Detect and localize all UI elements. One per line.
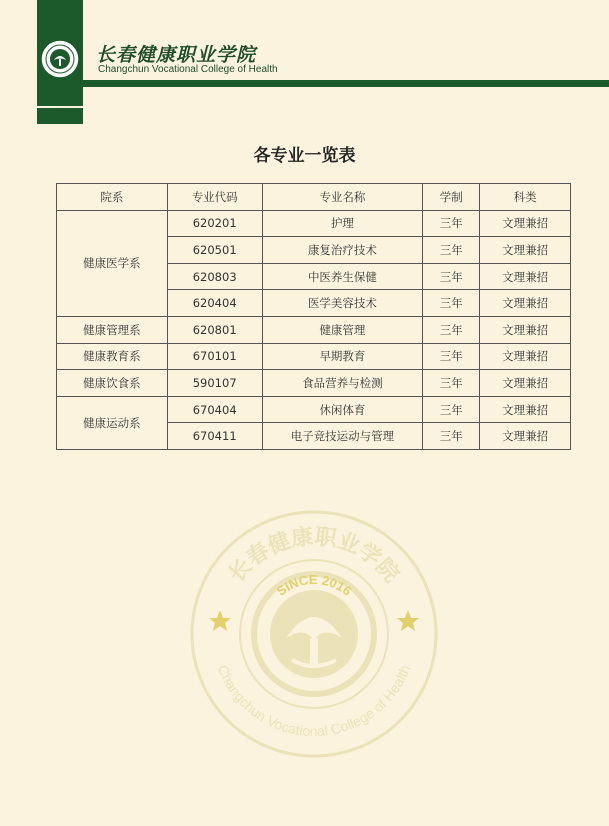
duration-cell: 三年 [423,343,480,370]
duration-cell: 三年 [423,290,480,317]
department-cell: 健康管理系 [57,316,168,343]
duration-cell: 三年 [423,396,480,423]
major-name-cell: 早期教育 [262,343,423,370]
major-name-cell: 护理 [262,210,423,237]
college-name-en: Changchun Vocational College of Health [98,64,278,75]
column-header-category: 科类 [480,184,571,211]
major-name-cell: 休闲体育 [262,396,423,423]
column-header-duration: 学制 [423,184,480,211]
table-row [57,343,571,370]
code-cell: 670101 [167,343,262,370]
department-cell: 健康医学系 [57,210,168,316]
watermark-since-text: SINCE 2016 [273,571,355,599]
code-cell: 620803 [167,263,262,290]
category-cell: 文理兼招 [480,237,571,264]
college-emblem-watermark [190,510,438,758]
department-cell: 健康运动系 [57,396,168,449]
major-name-cell: 健康管理 [262,316,423,343]
table-row [57,210,571,237]
code-cell: 620201 [167,210,262,237]
table-header-row [57,184,571,211]
major-name-cell: 康复治疗技术 [262,237,423,264]
table-row [57,316,571,343]
major-name-cell: 食品营养与检测 [262,370,423,397]
duration-cell: 三年 [423,210,480,237]
duration-cell: 三年 [423,370,480,397]
duration-cell: 三年 [423,316,480,343]
duration-cell: 三年 [423,237,480,264]
category-cell: 文理兼招 [480,370,571,397]
major-name-cell: 中医养生保健 [262,263,423,290]
header-green-block [37,108,83,124]
table-row [57,396,571,423]
department-cell: 健康教育系 [57,343,168,370]
code-cell: 670411 [167,423,262,450]
category-cell: 文理兼招 [480,396,571,423]
college-logo-icon [40,39,80,79]
category-cell: 文理兼招 [480,343,571,370]
column-header-department: 院系 [57,184,168,211]
majors-table [56,183,571,450]
table-row [57,370,571,397]
column-header-code: 专业代码 [167,184,262,211]
code-cell: 590107 [167,370,262,397]
college-name-cn: 长春健康职业学院 [96,44,257,66]
category-cell: 文理兼招 [480,316,571,343]
category-cell: 文理兼招 [480,210,571,237]
code-cell: 620501 [167,237,262,264]
major-name-cell: 电子竞技运动与管理 [262,423,423,450]
watermark-en-text: Changchun Vocational College of Health [214,662,414,740]
header-thick-rule [83,82,609,87]
watermark-star-icon-left [209,610,231,631]
code-cell: 620801 [167,316,262,343]
duration-cell: 三年 [423,423,480,450]
category-cell: 文理兼招 [480,290,571,317]
column-header-name: 专业名称 [262,184,423,211]
duration-cell: 三年 [423,263,480,290]
major-name-cell: 医学美容技术 [262,290,423,317]
watermark-cn-text: 长春健康职业学院 [223,523,405,588]
category-cell: 文理兼招 [480,423,571,450]
department-cell: 健康饮食系 [57,370,168,397]
watermark-star-icon-right [397,610,419,631]
category-cell: 文理兼招 [480,263,571,290]
code-cell: 620404 [167,290,262,317]
page-title: 各专业一览表 [253,146,356,166]
code-cell: 670404 [167,396,262,423]
